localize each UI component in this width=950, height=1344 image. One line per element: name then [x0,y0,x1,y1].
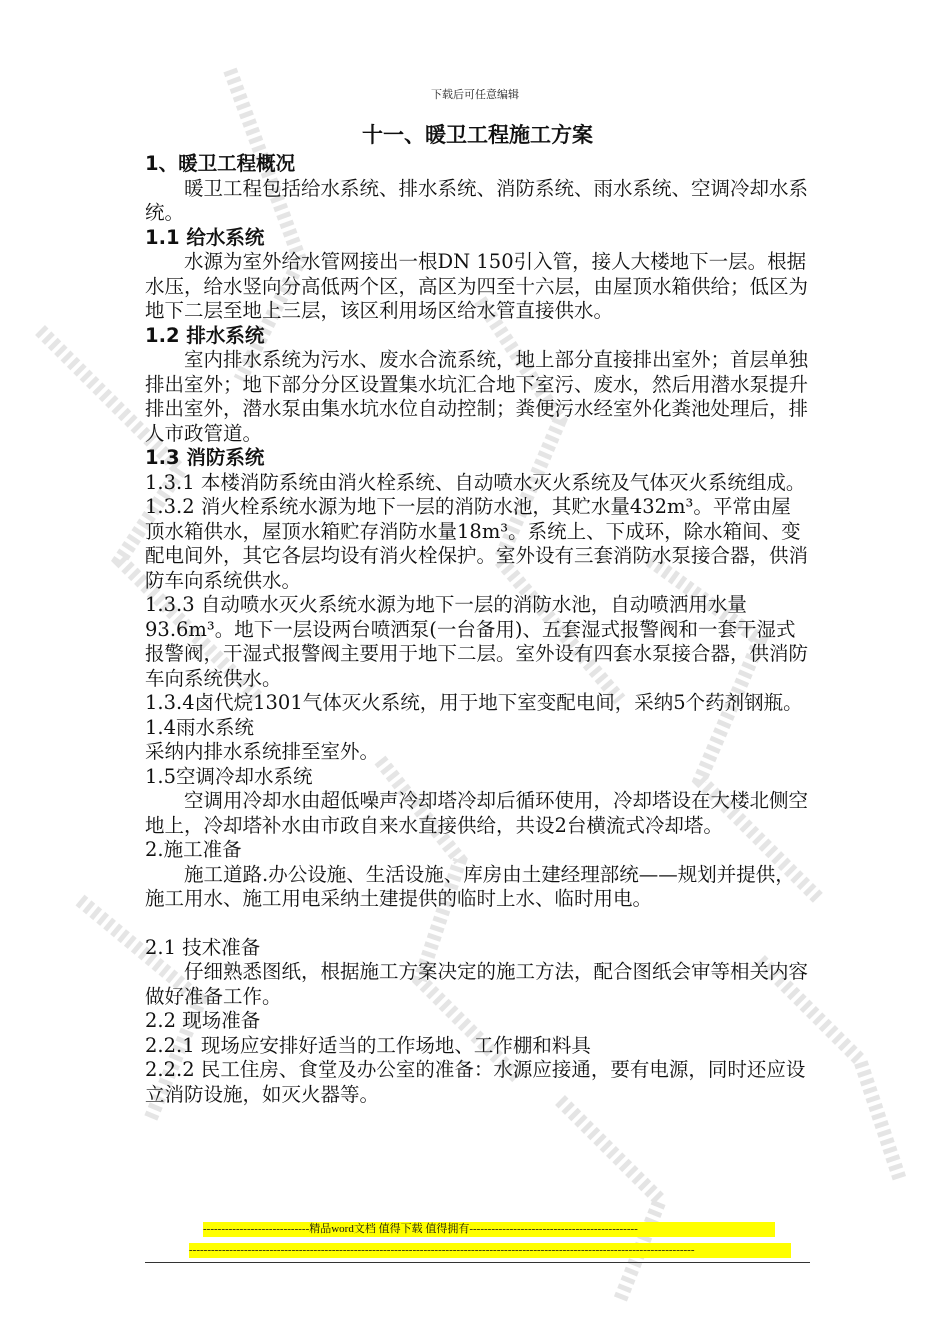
section-heading: 1、暖卫工程概况 [145,152,296,175]
paragraph: 仔细熟悉图纸，根据施工方案决定的施工方法，配合图纸会审等相关内容做好准备工作。 [145,960,809,1008]
paragraph: 1.3.2 消火栓系统水源为地下一层的消防水池，其贮水量432m³。平常由屋顶水箱供水，屋顶水箱贮存消防水量18m³。系统上、下成环，除水箱间、变配电间外，其它各层均设有消火栓保护。室外设有三套消防水泵接合器，供消防车向系统供水。 [145,495,809,592]
section-heading: 1.2 排水系统 [145,323,265,347]
footer-banner: -----------------------------精品word文档 值得下载 值得拥有---------------------------------------------- [203,1222,775,1237]
paragraph: 1.3.1 本楼消防系统由消火栓系统、自动喷水灭火系统及气体灭火系统组成。 [145,470,806,494]
footer-dashes: ------------------------------------------------------------------------------------------------------------------------------------------ [189,1243,791,1258]
paragraph: 2.施工准备 [145,838,242,861]
paragraph: 采纳内排水系统排至室外。 [145,740,380,763]
section-heading: 1.3 消防系统 [145,446,265,469]
paragraph: 室内排水系统为污水、废水合流系统，地上部分直接排出室外；首层单独排出室外；地下部分分区设置集水坑汇合地下室污、废水，然后用潜水泵提升排出室外，潜水泵由集水坑水位自动控制；粪便污水经室外化粪池处理后，排人市政管道。 [145,348,809,445]
document-title: 十一、暖卫工程施工方案 [362,123,593,147]
footer [145,1222,810,1263]
paragraph: 暖卫工程包括给水系统、排水系统、消防系统、雨水系统、空调冷却水系统。 [145,176,809,224]
blank-line [145,912,810,936]
section-heading: 1.1 给水系统 [145,225,265,249]
paragraph: 2.2.2 民工住房、食堂及办公室的准备：水源应接通，要有电源，同时还应设立消防设施，如灭火器等。 [145,1058,806,1106]
paragraph: 水源为室外给水管网接出一根DN 150引入管，接人大楼地下一层。根据水压，给水竖向分高低两个区，高区为四至十六层，由屋顶水箱供给；低区为地下二层至地上三层，该区利用场区给水管直接供水。 [145,250,809,322]
document-content [145,152,810,1107]
paragraph: 2.1 技术准备 [145,935,261,959]
paragraph: 1.5空调冷却水系统 [145,764,313,788]
paragraph: 1.4雨水系统 [145,715,255,739]
paragraph: 1.3.3 自动喷水灭火系统水源为地下一层的消防水池，自动喷洒用水量93.6m³。地下一层设两台喷洒泵(一台备用)、五套湿式报警阀和一套干湿式报警阀，干湿式报警阀主要用于地下二层。室外设有四套水泵接合器，供消防车向系统供水。 [145,593,809,690]
paragraph: 1.3.4卤代烷1301气体灭火系统，用于地下室变配电间，采纳5个药剂钢瓶。 [145,691,803,714]
paragraph: 施工道路.办公设施、生活设施、库房由土建经理部统——规划并提供，施工用水、施工用电采纳土建提供的临时上水、临时用电。 [145,862,795,910]
footer-rule [145,1262,810,1263]
paragraph: 2.2.1 现场应安排好适当的工作场地、工作棚和料具 [145,1033,591,1057]
header-note: 下载后可任意编辑 [431,88,519,101]
document-body [145,120,810,1107]
paragraph: 2.2 现场准备 [145,1009,261,1032]
paragraph: 空调用冷却水由超低噪声冷却塔冷却后循环使用，冷却塔设在大楼北侧空地上，冷却塔补水由市政自来水直接供给，共设2台横流式冷却塔。 [145,789,809,837]
